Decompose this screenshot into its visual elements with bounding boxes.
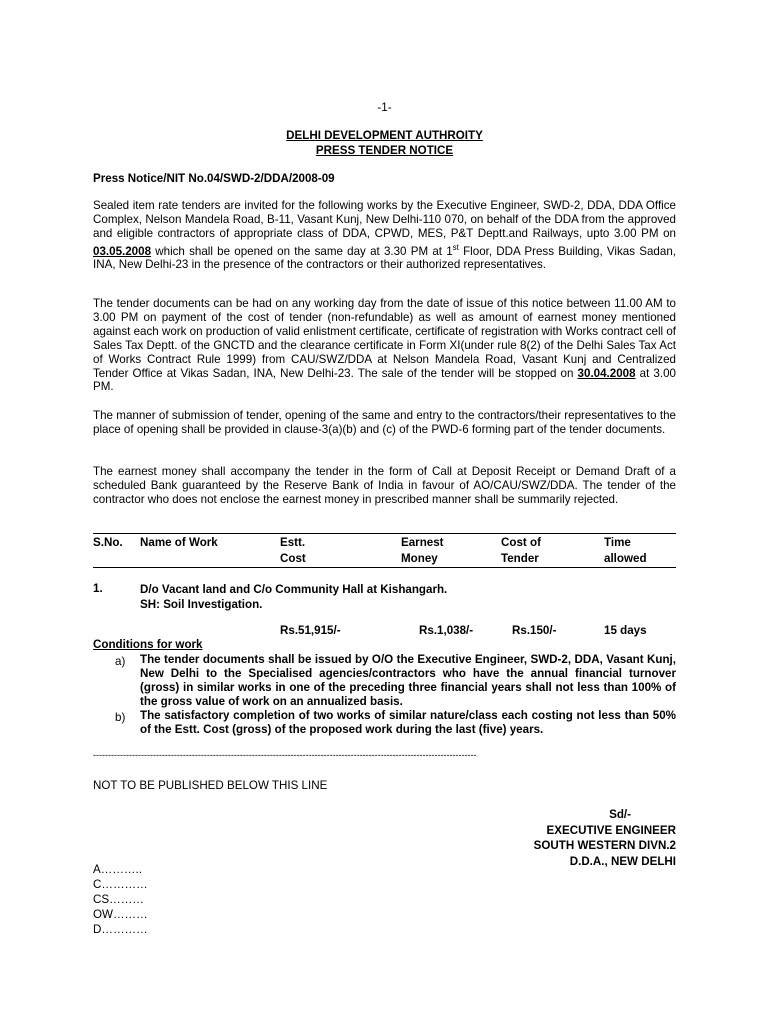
col-header-tender-line2: Tender [501,552,539,565]
col-header-cost-line1: Estt. [280,536,306,549]
signature-division: SOUTH WESTERN DIVN.2 [533,839,676,852]
row-sno: 1. [93,582,103,595]
col-header-name: Name of Work [140,536,218,549]
work-name-line1: D/o Vacant land and C/o Community Hall at Kishangarh. [140,583,448,596]
initial-a: A……….. [93,863,142,876]
initial-c: C………… [93,878,148,891]
row-work-name [140,582,447,612]
paragraph-earnest-money: The earnest money shall accompany the tender in the form of Call at Deposit Receipt or Demand Draft of a scheduled Bank guaranteed by the Reserve Bank of India in favour of AO/CAU/SWZ/DDA. The tender of the contractor who does not enclose the earnest money in prescribed manner shall be summarily rejected. [93,465,676,506]
not-published-notice: NOT TO BE PUBLISHED BELOW THIS LINE [93,779,328,792]
col-header-earnest-line2: Money [401,552,438,565]
col-header-tender-line1: Cost of [501,536,541,549]
col-header-earnest [401,535,444,567]
col-header-cost [280,535,306,567]
initial-d: D………… [93,923,148,936]
initial-cs: CS……… [93,893,144,906]
sale-stop-date: 30.04.2008 [577,366,636,380]
row-cost-of-tender: Rs.150/- [512,624,557,637]
signature-org: D.D.A., NEW DELHI [569,854,676,868]
signature-sd: Sd/- [609,808,631,821]
signature-designation: EXECUTIVE ENGINEER [546,823,676,837]
floor-superscript: st [452,242,459,252]
col-header-time-line2: allowed [604,552,647,565]
paragraph-invitation [93,199,676,272]
initial-ow: OW……… [93,908,148,921]
table-top-rule [93,533,676,534]
condition-marker-b: b) [115,711,126,724]
col-header-earnest-line1: Earnest [401,536,444,549]
documents-text-a: The tender documents can be had on any working day from the date of issue of this notice between 11.00 AM to 3.00 PM on payment of the cost of tender (non-refundable) as well as amount of earnest money mentioned against each work on production of valid enlistment certificate, certificate of registration with Works contract cell of Sales Tax Deptt. of the GNCTD and the clearance certificate in Form XI(under rule 8(2) of the Delhi Sales Tax Act of Works Contract Rule 1999) from CAU/SWZ/DDA at Nelson Mandela Road, Vasant Kunj and Centralized Tender Office at Vikas Sadan, INA, New Delhi-23. The sale of the tender will be stopped on [93,297,676,380]
notice-title: PRESS TENDER NOTICE [315,144,454,157]
condition-marker-a: a) [115,655,126,668]
col-header-cost-line2: Cost [280,552,306,565]
condition-a-text: The tender documents shall be issued by O/O the Executive Engineer, SWD-2, DDA, Vasant Kunj, New Delhi to the Specialised agencies/contractors who have the annual financial turnover (gross) in similar works in one of the preceding three financial years shall not less than 100% of the gross value of work on an annualized basis. [140,653,676,708]
row-estimated-cost: Rs.51,915/- [280,624,341,637]
dash-line-text: -------------------------------------------------------------------------------------------------------------------------------- [93,750,477,760]
page-number: -1- [377,101,392,114]
col-header-time-line1: Time [604,536,631,549]
paragraph-tender-documents [93,297,676,394]
row-earnest-money: Rs.1,038/- [419,624,474,637]
col-header-time [604,535,647,567]
closing-date: 03.05.2008 [93,244,152,258]
table-header-rule [93,567,676,568]
conditions-heading: Conditions for work [93,638,203,651]
documents-text-b: at 3.00 PM. [93,366,676,394]
signature-block [376,807,676,869]
work-name-line2: SH: Soil Investigation. [140,598,263,611]
col-header-sno: S.No. [93,536,123,549]
invitation-text-a: Sealed item rate tenders are invited for the following works by the Executive Engineer, SWD-2, DDA, DDA Office Complex, Nelson Mandela Road, B-11, Vasant Kunj, New Delhi-110 070, on behalf of the DDA from the approved and eligible contractors of appropriate class of DDA, CPWD, MES, P&T Deptt.and Railways, upto 3.00 PM on [93,199,676,240]
nit-reference: Press Notice/NIT No.04/SWD-2/DDA/2008-09 [93,172,335,185]
invitation-text-c: Floor, DDA Press Building, Vikas Sadan, INA, New Delhi-23 in the presence of the contractors or their authorized representatives. [93,244,676,272]
col-header-tender-cost [501,535,541,567]
condition-b-text: The satisfactory completion of two works of similar nature/class each costing not less than 50% of the Estt. Cost (gross) of the proposed work during the last (five) years. [140,709,676,736]
initials-list [93,862,148,937]
org-title: DELHI DEVELOPMENT AUTHROITY [286,129,483,142]
paragraph-submission: The manner of submission of tender, opening of the same and entry to the contractors/their representatives to the place of opening shall be provided in clause-3(a)(b) and (c) of the PWD-6 forming part of the tender documents. [93,409,676,436]
row-time-allowed: 15 days [604,624,647,637]
invitation-text-b: which shall be opened on the same day at 3.30 PM at 1 [151,244,453,258]
